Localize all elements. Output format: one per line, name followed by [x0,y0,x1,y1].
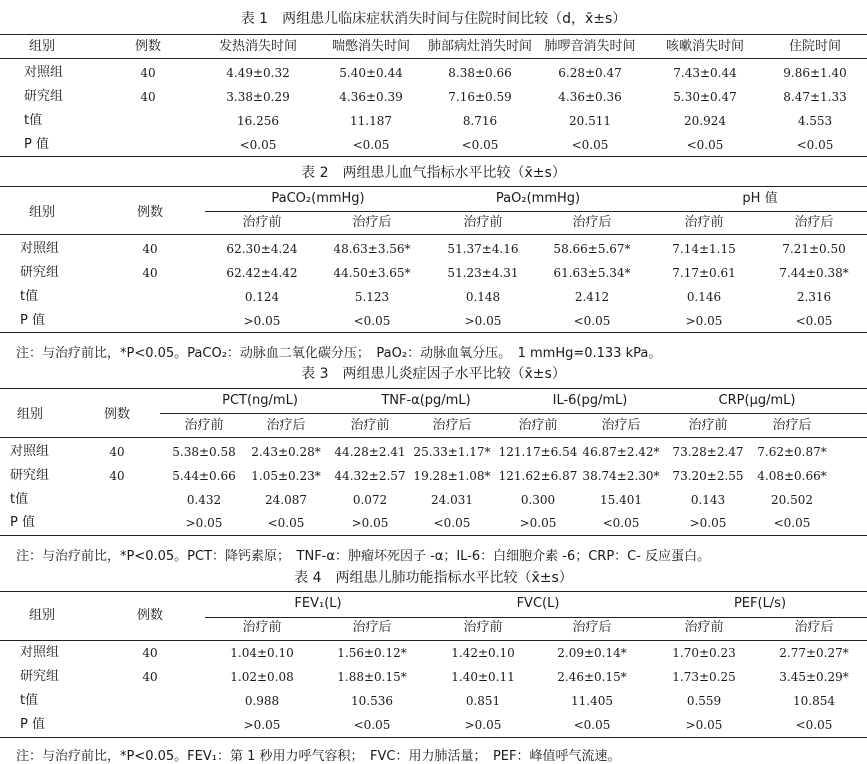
table3-control-row-cell: 44.28±2.41 [334,445,406,459]
table2-control-row-cell: 40 [142,242,158,256]
table1-header-rule [0,58,867,59]
table3-sub-header: 治疗前 [350,418,390,433]
table4-p-value-row-cell: >0.05 [685,718,723,732]
table1-top-rule [0,34,867,35]
table3-group-header: 组别 [16,407,44,422]
table3-study-row-cell: 121.62±6.87 [498,469,578,483]
table3-t-value-row-cell: 0.432 [186,493,222,507]
table4-title: 表 4 两组患儿肺功能指标水平比较（x̄±s） [294,570,573,586]
table4-p-value-row-cell: >0.05 [464,718,502,732]
table1-title: 表 1 两组患儿临床症状消失时间与住院时间比较（d，x̄±s） [240,11,627,27]
table2-sub-header: 治疗后 [794,215,834,230]
table1-study-row-cell: 研究组 [24,89,64,104]
table2-t-value-row-cell: 0.124 [244,290,280,304]
table3-sub-header: 治疗前 [184,418,224,433]
table1-study-row-cell: 40 [140,90,156,104]
table1-control-row-cell: 5.40±0.44 [339,66,403,80]
table1-p-value-row-cell: <0.05 [571,138,609,152]
table3-study-row-cell: 1.05±0.23* [251,469,321,483]
table4-study-row-cell: 3.45±0.29* [779,670,849,684]
table2-sub-header: 治疗前 [242,215,282,230]
table1-col-header: 喘憋消失时间 [331,39,411,54]
table4-note: 注：与治疗前比，*P<0.05。FEV₁：第 1 秒用力呼气容积； FVC：用力肺活量； PEF：峰值呼气流速。 [16,749,621,764]
table3-study-row-cell: 研究组 [10,468,50,483]
table1-col-header: 咳嗽消失时间 [665,39,745,54]
table3-t-value-row-cell: 15.401 [600,493,642,507]
table1-col-header: 发热消失时间 [218,39,298,54]
table3-sub-header: 治疗前 [518,418,558,433]
table3-control-row-cell: 7.62±0.87* [757,445,827,459]
table4-study-row-cell: 2.46±0.15* [557,670,627,684]
table3-p-value-row-cell: <0.05 [773,516,811,530]
table1-control-row-cell: 4.49±0.32 [226,66,290,80]
table3-control-row-cell: 73.28±2.47 [672,445,744,459]
table3-study-row-cell: 5.44±0.66 [172,469,236,483]
table2-group-header: 组别 [28,205,56,220]
table4-sub-header: 治疗后 [352,620,392,635]
table2-p-value-row-cell: >0.05 [685,314,723,328]
table4-control-row-cell: 40 [142,646,158,660]
table3-top-rule [0,388,867,389]
table3-header-rule [0,437,867,438]
table3-t-value-row-cell: 24.087 [265,493,307,507]
table3-sub-header: 治疗后 [772,418,812,433]
table1-t-value-row-cell: 8.716 [462,114,498,128]
table3-study-row-cell: 73.20±2.55 [672,469,744,483]
table4-t-value-row-cell: 11.405 [571,694,613,708]
table2-control-row-cell: 58.66±5.67* [553,242,631,256]
table3-p-value-row-cell: <0.05 [602,516,640,530]
table2-note: 注：与治疗前比，*P<0.05。PaCO₂：动脉血二氧化碳分压； PaO₂：动脉血氧分压。 1 mmHg=0.133 kPa。 [16,346,662,361]
table4-control-row-cell: 1.56±0.12* [337,646,407,660]
table1-t-value-row-cell: 4.553 [797,114,833,128]
table1-study-row-cell: 3.38±0.29 [226,90,290,104]
table3-control-row-cell: 25.33±1.17* [413,445,491,459]
table4-t-value-row-cell: 0.988 [244,694,280,708]
table2-study-row-cell: 7.17±0.61 [672,266,736,280]
table2-study-row-cell: 7.44±0.38* [779,266,849,280]
table4-p-value-row-cell: P 值 [20,717,45,732]
table4-t-value-row-cell: 10.854 [793,694,835,708]
table4-p-value-row-cell: <0.05 [795,718,833,732]
table3-t-value-row-cell: 0.072 [352,493,388,507]
table1-control-row-cell: 40 [140,66,156,80]
table4-metric-header: FEV₁(L) [294,596,342,611]
table2-t-value-row-cell: 2.316 [796,290,832,304]
table4-study-row-cell: 研究组 [20,669,60,684]
table3-t-value-row-cell: 0.143 [690,493,726,507]
table1-control-row-cell: 对照组 [24,65,64,80]
table2-sub-header: 治疗前 [684,215,724,230]
table1-t-value-row-cell: 16.256 [237,114,279,128]
table2-t-value-row-cell: 0.148 [465,290,501,304]
table4-study-row-cell: 1.73±0.25 [672,670,736,684]
table1-study-row-cell: 4.36±0.36 [558,90,622,104]
table2-t-value-row-cell: 2.412 [574,290,610,304]
table3-sub-header: 治疗后 [266,418,306,433]
table4-p-value-row-cell: >0.05 [243,718,281,732]
table4-header-rule [0,640,867,641]
table3-control-row-cell: 46.87±2.42* [582,445,660,459]
table4-control-row-cell: 2.77±0.27* [779,646,849,660]
table3-study-row-cell: 38.74±2.30* [582,469,660,483]
table1-study-row-cell: 7.16±0.59 [448,90,512,104]
table4-t-value-row-cell: t值 [20,693,39,708]
table4-t-value-row-cell: 0.559 [686,694,722,708]
table2-study-row-cell: 研究组 [20,265,60,280]
table2-p-value-row-cell: <0.05 [795,314,833,328]
table1-p-value-row-cell: <0.05 [796,138,834,152]
table2-p-value-row-cell: >0.05 [243,314,281,328]
table1-control-row-cell: 6.28±0.47 [558,66,622,80]
table2-sub-header: 治疗后 [352,215,392,230]
table2-study-row-cell: 62.42±4.42 [226,266,298,280]
table3-note: 注：与治疗前比，*P<0.05。PCT：降钙素原； TNF-α：肿瘤坏死因子 -α；IL-6：白细胞介素 -6；CRP：C- 反应蛋白。 [16,549,711,564]
table3-sub-header: 治疗后 [601,418,641,433]
table4-bottom-rule [0,737,867,738]
table1-study-row-cell: 4.36±0.39 [339,90,403,104]
table3-control-row-cell: 2.43±0.28* [251,445,321,459]
table3-metric-header: CRP(μg/mL) [718,393,796,408]
table3-metric-header: IL-6(pg/mL) [552,393,628,408]
table1-study-row-cell: 5.30±0.47 [673,90,737,104]
table3-metric-header: TNF-α(pg/mL) [381,393,471,408]
table2-control-row-cell: 7.14±1.15 [672,242,736,256]
table4-sub-header: 治疗前 [463,620,503,635]
table4-p-value-row-cell: <0.05 [573,718,611,732]
table1-col-header: 组别 [28,39,56,54]
table3-control-row-cell: 40 [109,445,125,459]
table3-t-value-row-cell: 24.031 [431,493,473,507]
table3-study-row-cell: 40 [109,469,125,483]
table3-study-row-cell: 44.32±2.57 [334,469,406,483]
table2-p-value-row-cell: >0.05 [464,314,502,328]
table2-t-value-row-cell: 5.123 [354,290,390,304]
table4-p-value-row-cell: <0.05 [353,718,391,732]
table1-t-value-row-cell: 20.511 [569,114,611,128]
table1-p-value-row-cell: <0.05 [239,138,277,152]
table4-study-row-cell: 40 [142,670,158,684]
table3-p-value-row-cell: P 值 [10,515,35,530]
table3-t-value-row-cell: 20.502 [771,493,813,507]
table4-control-row-cell: 1.42±0.10 [451,646,515,660]
table1-p-value-row-cell: P 值 [24,137,49,152]
table1-col-header: 肺部病灶消失时间 [427,39,533,54]
table2-study-row-cell: 44.50±3.65* [333,266,411,280]
table1-t-value-row-cell: 20.924 [684,114,726,128]
table3-sub-header: 治疗前 [688,418,728,433]
table4-metric-header: FVC(L) [516,596,560,611]
table2-metric-header: PaCO₂(mmHg) [271,191,365,206]
table4-top-rule [0,591,867,592]
table4-sub-header: 治疗后 [572,620,612,635]
table1-p-value-row-cell: <0.05 [352,138,390,152]
table3-title: 表 3 两组患儿炎症因子水平比较（x̄±s） [301,366,566,382]
table1-col-header: 例数 [134,39,162,54]
table2-p-value-row-cell: <0.05 [353,314,391,328]
table4-group-header: 组别 [28,608,56,623]
table4-t-value-row-cell: 0.851 [465,694,501,708]
table1-col-header: 住院时间 [788,39,842,54]
table2-title: 表 2 两组患儿血气指标水平比较（x̄±s） [301,165,566,181]
table3-count-header: 例数 [103,407,131,422]
table4-study-row-cell: 1.88±0.15* [337,670,407,684]
table4-count-header: 例数 [136,608,164,623]
table3-p-value-row-cell: <0.05 [433,516,471,530]
table3-metric-header: PCT(ng/mL) [222,393,298,408]
table4-control-row-cell: 2.09±0.14* [557,646,627,660]
table1-t-value-row-cell: t值 [24,113,43,128]
table3-p-value-row-cell: >0.05 [351,516,389,530]
table1-control-row-cell: 8.38±0.66 [448,66,512,80]
table2-header-rule [0,234,867,235]
table3-t-value-row-cell: t值 [10,492,29,507]
table2-t-value-row-cell: 0.146 [686,290,722,304]
table2-control-row-cell: 对照组 [20,241,60,256]
table3-study-row-cell: 19.28±1.08* [413,469,491,483]
table1-col-header: 肺啰音消失时间 [544,39,636,54]
table4-subheader-rule [205,617,867,618]
table2-top-rule [0,186,867,187]
table3-sub-header: 治疗后 [432,418,472,433]
table3-control-row-cell: 5.38±0.58 [172,445,236,459]
table1-control-row-cell: 9.86±1.40 [783,66,847,80]
table1-p-value-row-cell: <0.05 [461,138,499,152]
table3-p-value-row-cell: <0.05 [267,516,305,530]
table3-control-row-cell: 对照组 [10,444,50,459]
table1-control-row-cell: 7.43±0.44 [673,66,737,80]
table2-p-value-row-cell: P 值 [20,313,45,328]
table1-p-value-row-cell: <0.05 [686,138,724,152]
table3-p-value-row-cell: >0.05 [689,516,727,530]
table2-sub-header: 治疗前 [463,215,503,230]
table2-control-row-cell: 51.37±4.16 [447,242,519,256]
table4-control-row-cell: 对照组 [20,645,60,660]
table3-bottom-rule [0,535,867,536]
table2-control-row-cell: 48.63±3.56* [333,242,411,256]
table2-p-value-row-cell: <0.05 [573,314,611,328]
table2-t-value-row-cell: t值 [20,289,39,304]
table2-study-row-cell: 51.23±4.31 [447,266,519,280]
table2-sub-header: 治疗后 [572,215,612,230]
table4-metric-header: PEF(L/s) [733,596,787,611]
table3-p-value-row-cell: >0.05 [185,516,223,530]
table2-study-row-cell: 61.63±5.34* [553,266,631,280]
table3-study-row-cell: 4.08±0.66* [757,469,827,483]
table4-study-row-cell: 1.02±0.08 [230,670,294,684]
table4-control-row-cell: 1.04±0.10 [230,646,294,660]
table4-sub-header: 治疗前 [242,620,282,635]
table4-sub-header: 治疗前 [684,620,724,635]
table4-study-row-cell: 1.40±0.11 [451,670,515,684]
table3-p-value-row-cell: >0.05 [519,516,557,530]
table1-t-value-row-cell: 11.187 [350,114,392,128]
table3-t-value-row-cell: 0.300 [520,493,556,507]
table2-control-row-cell: 7.21±0.50 [782,242,846,256]
table4-sub-header: 治疗后 [794,620,834,635]
table2-count-header: 例数 [136,205,164,220]
table3-control-row-cell: 121.17±6.54 [498,445,578,459]
table3-subheader-rule [160,413,867,414]
table2-study-row-cell: 40 [142,266,158,280]
table2-metric-header: PaO₂(mmHg) [495,191,581,206]
table4-control-row-cell: 1.70±0.23 [672,646,736,660]
table2-metric-header: pH 值 [742,191,778,206]
table2-bottom-rule [0,332,867,333]
table2-subheader-rule [205,211,867,212]
table4-t-value-row-cell: 10.536 [351,694,393,708]
table2-control-row-cell: 62.30±4.24 [226,242,298,256]
table1-bottom-rule [0,156,867,157]
table1-study-row-cell: 8.47±1.33 [783,90,847,104]
